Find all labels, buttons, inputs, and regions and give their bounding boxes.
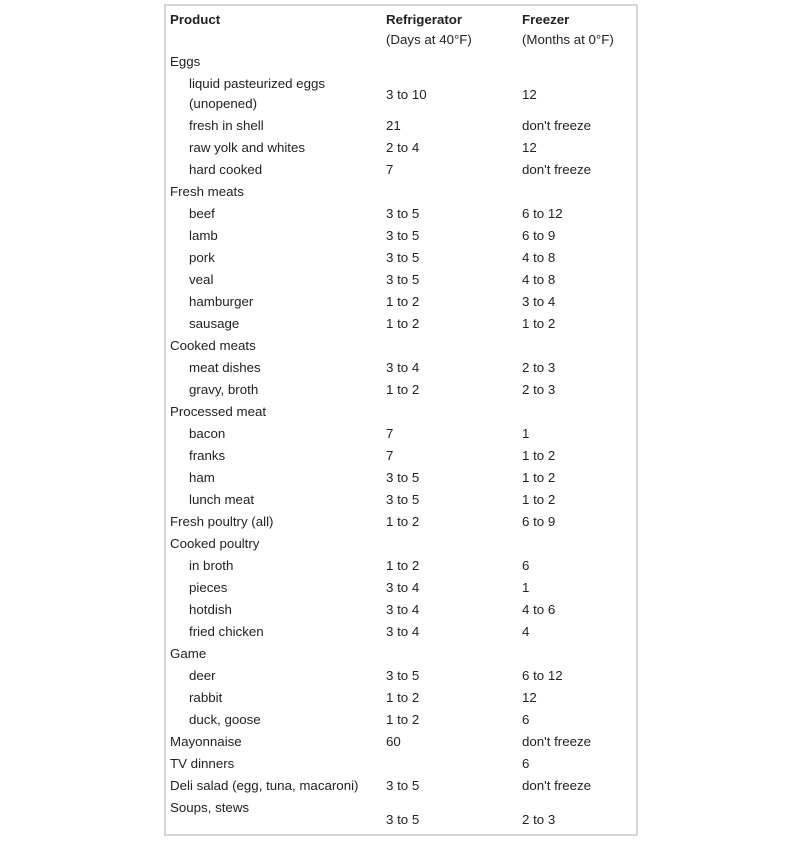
freezer-cell: 2 to 3 <box>522 812 556 827</box>
product-cell: Mayonnaise <box>170 734 242 749</box>
refrigerator-cell: 1 to 2 <box>386 316 420 331</box>
product-cell: liquid pasteurized eggs <box>189 76 326 91</box>
refrigerator-cell: 60 <box>386 734 401 749</box>
freezer-cell: don't freeze <box>522 734 592 749</box>
product-cell: fresh in shell <box>189 118 264 133</box>
table-row <box>166 556 636 578</box>
table-row <box>166 116 636 138</box>
product-cell: hamburger <box>189 294 254 309</box>
refrigerator-cell: 1 to 2 <box>386 294 420 309</box>
product-cell: TV dinners <box>170 756 235 771</box>
product-cell: duck, goose <box>189 712 261 727</box>
freezer-cell: 3 to 4 <box>522 294 556 309</box>
table-row <box>166 138 636 160</box>
freezer-cell: 2 to 3 <box>522 382 556 397</box>
freezer-cell: 4 to 8 <box>522 272 556 287</box>
freezer-cell: 4 to 6 <box>522 602 556 617</box>
freezer-cell: 2 to 3 <box>522 360 556 375</box>
product-cell: franks <box>189 448 226 463</box>
freezer-cell: 6 <box>522 756 530 771</box>
table-row <box>166 182 636 204</box>
refrigerator-cell: 7 <box>386 448 394 463</box>
table-row <box>166 52 636 74</box>
freezer-cell: 1 to 2 <box>522 448 556 463</box>
table-row <box>166 798 636 832</box>
freezer-cell: 1 to 2 <box>522 316 556 331</box>
product-cell: Fresh meats <box>170 184 244 199</box>
product-cell: in broth <box>189 558 234 573</box>
header-product: Product <box>170 12 221 27</box>
product-cell: pieces <box>189 580 228 595</box>
refrigerator-cell: 3 to 5 <box>386 470 420 485</box>
header-refrigerator: Refrigerator <box>386 12 463 27</box>
freezer-cell: 1 to 2 <box>522 492 556 507</box>
storage-table <box>164 4 638 836</box>
refrigerator-cell: 3 to 5 <box>386 250 420 265</box>
product-cell: meat dishes <box>189 360 261 375</box>
table-row <box>166 600 636 622</box>
refrigerator-cell: 3 to 10 <box>386 87 427 102</box>
refrigerator-cell: 3 to 5 <box>386 206 420 221</box>
freezer-cell: don't freeze <box>522 162 592 177</box>
table-row <box>166 710 636 732</box>
product-cell: Fresh poultry (all) <box>170 514 274 529</box>
freezer-cell: don't freeze <box>522 118 592 133</box>
table-row <box>166 204 636 226</box>
table-row <box>166 754 636 776</box>
refrigerator-cell: 1 to 2 <box>386 382 420 397</box>
table-row <box>166 226 636 248</box>
table-row <box>166 534 636 556</box>
product-cell: Processed meat <box>170 404 267 419</box>
table-row <box>166 424 636 446</box>
refrigerator-cell: 3 to 5 <box>386 272 420 287</box>
refrigerator-cell: 3 to 5 <box>386 228 420 243</box>
refrigerator-cell: 1 to 2 <box>386 690 420 705</box>
product-cell: Deli salad (egg, tuna, macaroni) <box>170 778 359 793</box>
table-row <box>166 292 636 314</box>
table-row <box>166 512 636 534</box>
table-row <box>166 446 636 468</box>
table-row <box>166 732 636 754</box>
refrigerator-cell: 1 to 2 <box>386 514 420 529</box>
refrigerator-cell: 3 to 5 <box>386 492 420 507</box>
table-row <box>166 336 636 358</box>
refrigerator-cell: 3 to 5 <box>386 812 420 827</box>
freezer-cell: 12 <box>522 140 537 155</box>
product-cell: veal <box>189 272 214 287</box>
refrigerator-cell: 3 to 4 <box>386 624 420 639</box>
refrigerator-cell: 3 to 4 <box>386 580 420 595</box>
product-cell: Cooked meats <box>170 338 256 353</box>
table-row <box>166 644 636 666</box>
freezer-cell: 1 <box>522 426 530 441</box>
refrigerator-cell: 3 to 5 <box>386 668 420 683</box>
freezer-cell: 6 to 12 <box>522 668 563 683</box>
freezer-cell: 1 <box>522 580 530 595</box>
refrigerator-cell: 1 to 2 <box>386 558 420 573</box>
freezer-cell: 6 <box>522 712 530 727</box>
table-row <box>166 380 636 402</box>
product-cell: Game <box>170 646 207 661</box>
freezer-cell: 4 <box>522 624 530 639</box>
refrigerator-cell: 21 <box>386 118 401 133</box>
table-row <box>166 402 636 424</box>
refrigerator-cell: 3 to 5 <box>386 778 420 793</box>
freezer-cell: 12 <box>522 690 537 705</box>
table-row <box>166 490 636 512</box>
product-cell: Cooked poultry <box>170 536 260 551</box>
product-cell: rabbit <box>189 690 223 705</box>
table-header <box>166 10 636 30</box>
freezer-cell: 6 to 9 <box>522 228 556 243</box>
product-cell: gravy, broth <box>189 382 259 397</box>
header-freezer: Freezer <box>522 12 570 27</box>
refrigerator-cell: 2 to 4 <box>386 140 420 155</box>
table-row <box>166 688 636 710</box>
header-refrigerator-unit: (Days at 40°F) <box>386 32 472 47</box>
product-cell: bacon <box>189 426 226 441</box>
table-row <box>166 578 636 600</box>
product-cell: lunch meat <box>189 492 255 507</box>
refrigerator-cell: 7 <box>386 162 394 177</box>
freezer-cell: 6 to 9 <box>522 514 556 529</box>
table-row <box>166 160 636 182</box>
refrigerator-cell: 1 to 2 <box>386 712 420 727</box>
table-row <box>166 776 636 798</box>
table-row <box>166 358 636 380</box>
table-row <box>166 622 636 644</box>
header-freezer-unit: (Months at 0°F) <box>522 32 614 47</box>
freezer-cell: 1 to 2 <box>522 470 556 485</box>
table-header-units <box>166 30 636 50</box>
refrigerator-cell: 3 to 4 <box>386 360 420 375</box>
freezer-cell: 4 to 8 <box>522 250 556 265</box>
product-cell: raw yolk and whites <box>189 140 306 155</box>
table-row <box>166 270 636 292</box>
product-cell: beef <box>189 206 215 221</box>
table-row <box>166 468 636 490</box>
table-row <box>166 248 636 270</box>
refrigerator-cell: 7 <box>386 426 394 441</box>
product-cell: Eggs <box>170 54 201 69</box>
product-cell: deer <box>189 668 216 683</box>
product-cell-line2: (unopened) <box>189 96 258 111</box>
product-cell: lamb <box>189 228 218 243</box>
freezer-cell: 6 <box>522 558 530 573</box>
freezer-cell: 6 to 12 <box>522 206 563 221</box>
product-cell: Soups, stews <box>170 800 250 815</box>
table-row <box>166 74 636 116</box>
product-cell: ham <box>189 470 215 485</box>
refrigerator-cell: 3 to 4 <box>386 602 420 617</box>
product-cell: pork <box>189 250 215 265</box>
table-row <box>166 666 636 688</box>
freezer-cell: 12 <box>522 87 537 102</box>
product-cell: fried chicken <box>189 624 264 639</box>
product-cell: sausage <box>189 316 240 331</box>
product-cell: hotdish <box>189 602 232 617</box>
table-row <box>166 314 636 336</box>
freezer-cell: don't freeze <box>522 778 592 793</box>
product-cell: hard cooked <box>189 162 263 177</box>
